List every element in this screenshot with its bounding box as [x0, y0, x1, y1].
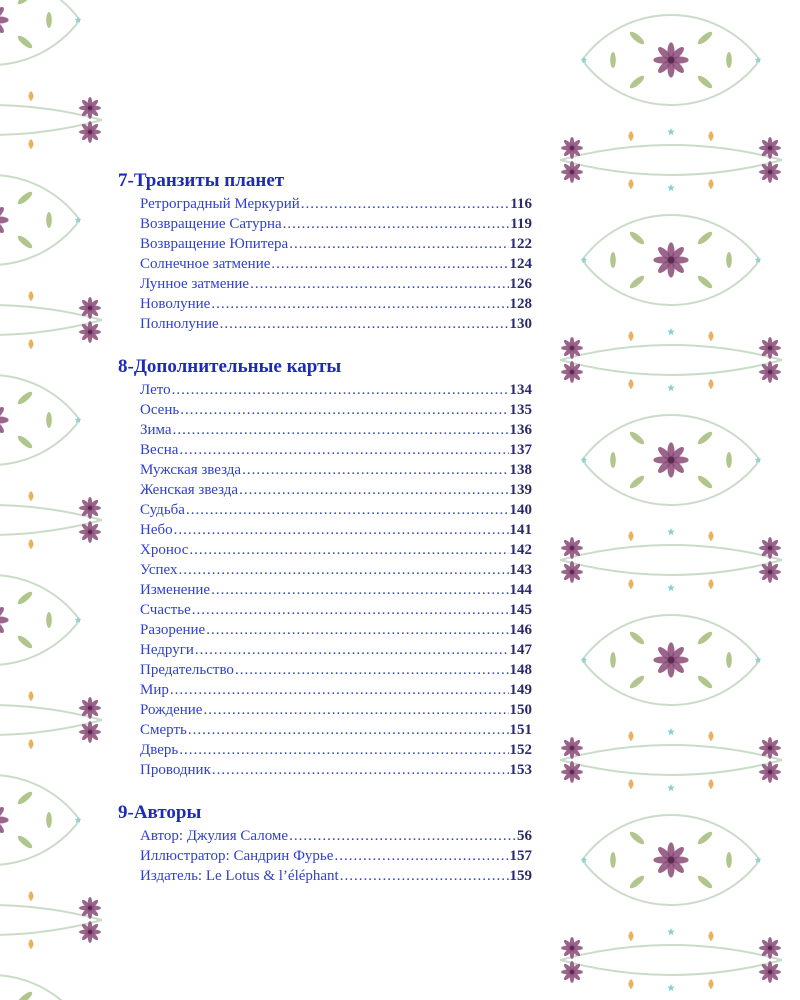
- toc-entry: [140, 420, 532, 440]
- entry-page: 137: [509, 442, 532, 458]
- entry-label: Счастье: [140, 602, 191, 618]
- leaf-icon: [16, 590, 34, 606]
- curl-ornament: [560, 760, 782, 775]
- toc-entry: [140, 640, 532, 660]
- leader-dots: [179, 440, 508, 460]
- flower-icon: [79, 121, 101, 143]
- star-icon: [667, 328, 675, 335]
- curl-ornament: [0, 175, 80, 220]
- entry-label: Женская звезда: [140, 482, 239, 498]
- entry-label: Проводник: [140, 762, 211, 778]
- entry-label: Лето: [140, 382, 171, 398]
- leaf-icon: [696, 630, 714, 646]
- leaf-icon: [628, 274, 646, 290]
- leader-dots: [195, 640, 509, 660]
- leader-dots: [203, 700, 508, 720]
- toc-section: [118, 356, 538, 780]
- star-icon: [667, 784, 675, 791]
- toc-entry: [140, 826, 532, 846]
- entry-page: 128: [509, 296, 532, 312]
- leaf-icon: [628, 630, 646, 646]
- entry-label: Разорение: [140, 622, 206, 638]
- toc-entry: [140, 520, 532, 540]
- leaf-icon: [16, 190, 34, 206]
- toc-section: [118, 802, 538, 886]
- leader-dots: [334, 846, 508, 866]
- leaf-icon: [696, 874, 714, 890]
- bud-icon: [709, 779, 714, 789]
- bud-icon: [709, 531, 714, 541]
- entry-label: Солнечное затмение: [140, 256, 271, 272]
- entry-label: Автор: Джулия Саломе: [140, 828, 289, 844]
- section-title: 7-Транзиты планет: [118, 170, 285, 191]
- entry-page: 138: [509, 462, 532, 478]
- entry-label: Возвращение Юпитера: [140, 236, 289, 252]
- entry-label: Ретроградный Меркурий: [140, 196, 300, 212]
- leader-dots: [220, 314, 509, 334]
- toc-entry: [140, 540, 532, 560]
- leader-dots: [211, 580, 508, 600]
- flower-icon: [79, 697, 101, 719]
- section-title: 8-Дополнительные карты: [118, 356, 342, 377]
- entry-page: 144: [509, 582, 532, 598]
- curl-ornament: [560, 560, 782, 575]
- toc-entry: [140, 294, 532, 314]
- left-floral-border: [0, 0, 102, 1000]
- leader-dots: [188, 720, 509, 740]
- leader-dots: [235, 660, 509, 680]
- leader-dots: [271, 254, 508, 274]
- entry-label: Судьба: [140, 502, 185, 518]
- leader-dots: [212, 760, 509, 780]
- flower-icon: [759, 737, 781, 759]
- toc-entry: [140, 660, 532, 680]
- entry-page: 122: [509, 236, 532, 252]
- entry-page: 147: [509, 642, 532, 658]
- entry-label: Возвращение Сатурна: [140, 216, 282, 232]
- curl-ornament: [0, 420, 80, 465]
- leaf-icon: [16, 434, 34, 450]
- bud-icon: [709, 379, 714, 389]
- entry-label: Новолуние: [140, 296, 211, 312]
- leader-dots: [172, 380, 509, 400]
- leaf-icon: [16, 34, 34, 50]
- bud-icon: [29, 139, 34, 149]
- leaf-icon: [726, 52, 732, 68]
- toc-entry: [140, 866, 532, 886]
- entry-page: 141: [509, 522, 532, 538]
- curl-ornament: [560, 160, 782, 175]
- entry-label: Успех: [140, 562, 178, 578]
- bud-icon: [629, 779, 634, 789]
- toc-entry: [140, 846, 532, 866]
- curl-ornament: [560, 145, 782, 160]
- leaf-icon: [628, 30, 646, 46]
- toc-entry: [140, 480, 532, 500]
- bud-icon: [29, 739, 34, 749]
- leaf-icon: [696, 230, 714, 246]
- entry-page: 157: [509, 848, 532, 864]
- entry-page: 140: [509, 502, 532, 518]
- leaf-icon: [16, 0, 34, 6]
- curl-ornament: [560, 960, 782, 975]
- leaf-icon: [46, 212, 52, 228]
- leaf-icon: [628, 830, 646, 846]
- entry-page: 139: [509, 482, 532, 498]
- leaf-icon: [610, 852, 616, 868]
- flower-icon: [561, 161, 583, 183]
- toc-entry: [140, 460, 532, 480]
- entry-page: 159: [509, 868, 532, 884]
- entry-page: 116: [510, 196, 532, 212]
- leaf-icon: [16, 390, 34, 406]
- curl-ornament: [560, 945, 782, 960]
- leaf-icon: [610, 652, 616, 668]
- curl-ornament: [560, 345, 782, 360]
- flower-icon: [0, 202, 9, 237]
- star-icon: [667, 184, 675, 191]
- curl-ornament: [560, 745, 782, 760]
- toc-entry: [140, 254, 532, 274]
- flower-icon: [759, 137, 781, 159]
- leader-dots: [239, 480, 508, 500]
- toc-entry: [140, 740, 532, 760]
- toc-entry: [140, 274, 532, 294]
- flower-icon: [79, 497, 101, 519]
- star-icon: [667, 984, 675, 991]
- leaf-icon: [16, 990, 34, 1000]
- leader-dots: [174, 520, 509, 540]
- flower-icon: [653, 242, 688, 277]
- bud-icon: [629, 531, 634, 541]
- bud-icon: [29, 339, 34, 349]
- leaf-icon: [628, 230, 646, 246]
- leaf-icon: [16, 634, 34, 650]
- entry-page: 56: [517, 828, 532, 844]
- entry-label: Смерть: [140, 722, 187, 738]
- flower-icon: [561, 537, 583, 559]
- entry-label: Рождение: [140, 702, 203, 718]
- leader-dots: [206, 620, 508, 640]
- toc-entry: [140, 720, 532, 740]
- bud-icon: [629, 979, 634, 989]
- leaf-icon: [726, 852, 732, 868]
- bud-icon: [709, 931, 714, 941]
- leader-dots: [192, 600, 509, 620]
- curl-ornament: [0, 820, 80, 865]
- entry-page: 143: [509, 562, 532, 578]
- bud-icon: [29, 939, 34, 949]
- leaf-icon: [628, 874, 646, 890]
- leaf-icon: [16, 234, 34, 250]
- leader-dots: [180, 400, 508, 420]
- entry-label: Зима: [140, 422, 172, 438]
- leaf-icon: [16, 834, 34, 850]
- leaf-icon: [696, 674, 714, 690]
- bud-icon: [29, 539, 34, 549]
- flower-icon: [0, 602, 9, 637]
- flower-icon: [0, 802, 9, 837]
- section-title: 9-Авторы: [118, 802, 202, 823]
- star-icon: [667, 928, 675, 935]
- flower-icon: [561, 137, 583, 159]
- curl-ornament: [0, 375, 80, 420]
- leaf-icon: [726, 252, 732, 268]
- entry-page: 146: [509, 622, 532, 638]
- flower-icon: [561, 961, 583, 983]
- entry-page: 130: [509, 316, 532, 332]
- bud-icon: [29, 691, 34, 701]
- leaf-icon: [628, 474, 646, 490]
- entry-page: 145: [509, 602, 532, 618]
- flower-icon: [79, 97, 101, 119]
- leaf-icon: [696, 30, 714, 46]
- leaf-icon: [610, 52, 616, 68]
- leaf-icon: [696, 274, 714, 290]
- leader-dots: [301, 194, 510, 214]
- flower-icon: [79, 897, 101, 919]
- flower-icon: [759, 937, 781, 959]
- entry-label: Дверь: [140, 742, 179, 758]
- entry-label: Осень: [140, 402, 180, 418]
- toc-entry: [140, 440, 532, 460]
- leaf-icon: [726, 652, 732, 668]
- toc-entry: [140, 620, 532, 640]
- entry-label: Небо: [140, 522, 173, 538]
- leaf-icon: [610, 452, 616, 468]
- flower-icon: [79, 297, 101, 319]
- bud-icon: [29, 891, 34, 901]
- bud-icon: [709, 579, 714, 589]
- flower-icon: [759, 761, 781, 783]
- leader-dots: [189, 540, 508, 560]
- entry-page: 135: [509, 402, 532, 418]
- curl-ornament: [0, 220, 80, 265]
- bud-icon: [629, 331, 634, 341]
- leader-dots: [289, 234, 508, 254]
- bud-icon: [29, 291, 34, 301]
- leaf-icon: [696, 830, 714, 846]
- leader-dots: [211, 294, 508, 314]
- bud-icon: [629, 179, 634, 189]
- toc-entry: [140, 214, 532, 234]
- flower-icon: [759, 537, 781, 559]
- bud-icon: [629, 931, 634, 941]
- toc-entry: [140, 500, 532, 520]
- star-icon: [667, 728, 675, 735]
- bud-icon: [29, 91, 34, 101]
- entry-page: 148: [509, 662, 532, 678]
- flower-icon: [79, 721, 101, 743]
- leaf-icon: [46, 612, 52, 628]
- leader-dots: [170, 680, 509, 700]
- toc-entry: [140, 234, 532, 254]
- leader-dots: [173, 420, 509, 440]
- floral-pattern-left: [0, 0, 102, 1000]
- entry-label: Лунное затмение: [140, 276, 250, 292]
- entry-page: 136: [509, 422, 532, 438]
- entry-label: Полнолуние: [140, 316, 219, 332]
- flower-icon: [561, 737, 583, 759]
- flower-icon: [653, 642, 688, 677]
- right-floral-border: [560, 0, 782, 1000]
- entry-label: Весна: [140, 442, 179, 458]
- entry-label: Хронос: [140, 542, 189, 558]
- flower-icon: [759, 161, 781, 183]
- leader-dots: [242, 460, 508, 480]
- bud-icon: [709, 179, 714, 189]
- curl-ornament: [0, 575, 80, 620]
- entry-page: 124: [509, 256, 532, 272]
- entry-page: 142: [509, 542, 532, 558]
- toc-entry: [140, 560, 532, 580]
- leader-dots: [186, 500, 509, 520]
- toc-entry: [140, 600, 532, 620]
- leader-dots: [283, 214, 510, 234]
- curl-ornament: [560, 360, 782, 375]
- flower-icon: [79, 921, 101, 943]
- entry-page: 150: [509, 702, 532, 718]
- flower-icon: [759, 561, 781, 583]
- bud-icon: [629, 131, 634, 141]
- table-of-contents: [118, 170, 538, 908]
- leaf-icon: [696, 74, 714, 90]
- entry-label: Мир: [140, 682, 169, 698]
- flower-icon: [0, 402, 9, 437]
- toc-entry: [140, 700, 532, 720]
- leaf-icon: [610, 252, 616, 268]
- entry-page: 149: [509, 682, 532, 698]
- leader-dots: [179, 740, 508, 760]
- star-icon: [667, 128, 675, 135]
- leader-dots: [289, 826, 516, 846]
- toc-entry: [140, 760, 532, 780]
- leaf-icon: [46, 812, 52, 828]
- bud-icon: [709, 131, 714, 141]
- entry-page: 126: [509, 276, 532, 292]
- flower-icon: [759, 337, 781, 359]
- flower-icon: [79, 321, 101, 343]
- bud-icon: [709, 731, 714, 741]
- flower-icon: [653, 842, 688, 877]
- entry-page: 151: [509, 722, 532, 738]
- leaf-icon: [628, 674, 646, 690]
- curl-ornament: [0, 20, 80, 65]
- leaf-icon: [46, 412, 52, 428]
- leader-dots: [250, 274, 508, 294]
- bud-icon: [629, 579, 634, 589]
- entry-label: Недруги: [140, 642, 194, 658]
- bud-icon: [29, 491, 34, 501]
- leaf-icon: [46, 12, 52, 28]
- toc-section: [118, 170, 538, 334]
- floral-pattern-right: [560, 0, 782, 1000]
- toc-entry: [140, 380, 532, 400]
- toc-entry: [140, 580, 532, 600]
- star-icon: [667, 384, 675, 391]
- entry-label: Изменение: [140, 582, 211, 598]
- star-icon: [667, 584, 675, 591]
- leader-dots: [178, 560, 508, 580]
- entry-page: 153: [509, 762, 532, 778]
- toc-entry: [140, 194, 532, 214]
- flower-icon: [561, 561, 583, 583]
- entry-page: 152: [509, 742, 532, 758]
- flower-icon: [653, 442, 688, 477]
- bud-icon: [629, 379, 634, 389]
- bud-icon: [709, 331, 714, 341]
- flower-icon: [79, 521, 101, 543]
- curl-ornament: [560, 545, 782, 560]
- toc-entry: [140, 680, 532, 700]
- leader-dots: [340, 866, 509, 886]
- leaf-icon: [696, 430, 714, 446]
- flower-icon: [759, 361, 781, 383]
- flower-icon: [759, 961, 781, 983]
- curl-ornament: [0, 620, 80, 665]
- leaf-icon: [696, 474, 714, 490]
- flower-icon: [561, 937, 583, 959]
- toc-entry: [140, 400, 532, 420]
- flower-icon: [561, 337, 583, 359]
- star-icon: [667, 528, 675, 535]
- leaf-icon: [16, 790, 34, 806]
- toc-entry: [140, 314, 532, 334]
- entry-label: Предательство: [140, 662, 234, 678]
- curl-ornament: [0, 0, 80, 20]
- flower-icon: [561, 361, 583, 383]
- flower-icon: [0, 2, 9, 37]
- leaf-icon: [628, 74, 646, 90]
- leaf-icon: [628, 430, 646, 446]
- entry-label: Издатель: Le Lotus & l’éléphant: [140, 868, 339, 884]
- entry-page: 134: [509, 382, 532, 398]
- flower-icon: [653, 42, 688, 77]
- curl-ornament: [0, 775, 80, 820]
- leaf-icon: [726, 452, 732, 468]
- entry-label: Мужская звезда: [140, 462, 242, 478]
- entry-label: Иллюстратор: Сандрин Фурье: [140, 848, 334, 864]
- bud-icon: [709, 979, 714, 989]
- entry-page: 119: [510, 216, 532, 232]
- curl-ornament: [0, 975, 80, 1000]
- flower-icon: [561, 761, 583, 783]
- bud-icon: [629, 731, 634, 741]
